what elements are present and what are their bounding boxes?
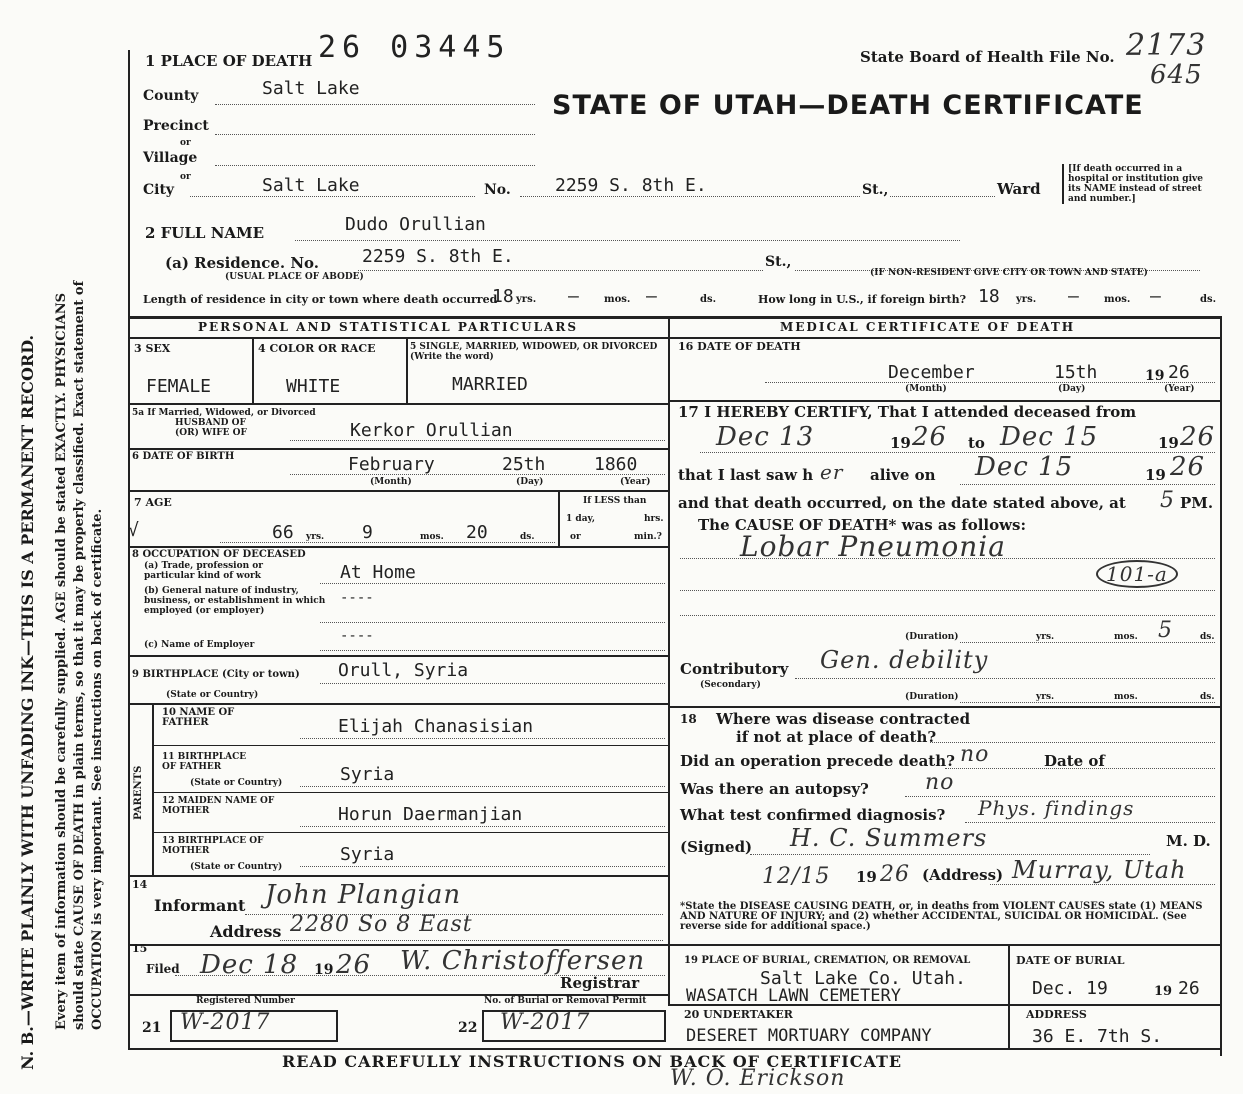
attended-from-year: 26: [912, 422, 948, 452]
father-birthplace-value: Syria: [340, 764, 395, 785]
mother-line: [300, 826, 665, 827]
birth-day-label: (Day): [516, 477, 544, 487]
test-value: Phys. findings: [978, 796, 1135, 820]
color-divider: [406, 337, 408, 403]
place-of-death-label: 1 PLACE OF DEATH: [145, 52, 313, 70]
burial-year: 26: [1178, 978, 1200, 999]
less-than-label: If LESS than: [583, 496, 647, 506]
row-line-5: [128, 655, 668, 657]
marital-value: MARRIED: [452, 374, 528, 395]
operation-line: [945, 768, 1215, 769]
test-line: [965, 822, 1215, 823]
birthplace-label: 9 BIRTHPLACE (City or town): [132, 669, 300, 680]
signed-line: [750, 854, 1150, 855]
footer-signature: W. O. Erickson: [670, 1066, 846, 1091]
file-number-label: State Board of Health File No.: [860, 48, 1115, 66]
one-day-label: 1 day,: [566, 514, 596, 524]
birth-month-label: (Month): [370, 477, 412, 487]
mother-birthplace-label: 13 BIRTHPLACE OF MOTHER: [162, 836, 264, 856]
attended-line: [700, 452, 1215, 453]
signed-date: 12/15: [762, 864, 831, 889]
duration-value: 5: [1158, 618, 1173, 643]
filed-number: 15: [132, 942, 148, 955]
medical-header-line: [668, 337, 1220, 339]
occupation-c-label: (c) Name of Employer: [144, 640, 255, 650]
row-line-4: [128, 546, 668, 548]
where-contracted-label: Where was disease contracted: [716, 710, 971, 728]
mother-birthplace-line: [300, 866, 665, 867]
sidebar-line-3: should state CAUSE OF DEATH in plain terms, so that it may be properly classified. Exact statement of: [72, 280, 87, 1030]
ward-label: Ward: [997, 180, 1041, 198]
father-line: [300, 738, 665, 739]
us-ds-label: ds.: [1200, 294, 1217, 305]
color-label: 4 COLOR OR RACE: [258, 342, 376, 355]
autopsy-value: no: [925, 770, 955, 795]
row-line-2: [128, 448, 668, 450]
attended-to-19: 19: [1158, 434, 1179, 452]
length-ds-dash: –: [646, 286, 657, 307]
med-row-line-1: [668, 400, 1220, 402]
signed-19: 19: [856, 868, 877, 886]
length-mos-dash: –: [568, 286, 579, 307]
file-number: 2173: [1126, 28, 1207, 63]
age-divider: [558, 490, 560, 546]
med-row-line-2: [668, 706, 1220, 708]
age-mos-label: mos.: [420, 532, 444, 542]
occupation-c-line: [320, 650, 665, 651]
mother-label: 12 MAIDEN NAME OF MOTHER: [162, 796, 275, 816]
father-value: Elijah Chanasisian: [338, 716, 534, 737]
file-number-2: 645: [1150, 60, 1203, 90]
filed-19: 19: [314, 962, 334, 978]
spouse-label-3: (OR) WIFE OF: [175, 428, 247, 438]
death-time: 5: [1160, 488, 1175, 513]
us-mos-label: mos.: [1104, 294, 1131, 305]
sex-label: 3 SEX: [134, 342, 171, 355]
alive-on-label: alive on: [870, 466, 936, 484]
spouse-label-2: HUSBAND OF: [175, 418, 246, 428]
or-label-2: or: [180, 172, 191, 182]
operation-label: Did an operation precede death?: [680, 752, 955, 770]
age-yrs: 66: [272, 522, 294, 543]
duration-line: [960, 642, 1215, 643]
sex-divider: [252, 337, 254, 403]
physician-address-value: Murray, Utah: [1012, 856, 1187, 884]
contrib-yrs: yrs.: [1036, 692, 1055, 702]
father-birthplace-line: [300, 786, 665, 787]
birthplace-line: [320, 683, 665, 684]
birth-day: 25th: [502, 454, 546, 475]
death-month: December: [888, 362, 975, 383]
village-line: [215, 165, 535, 166]
contrib-mos: mos.: [1114, 692, 1138, 702]
cause-line-1: [680, 558, 1215, 559]
undertaker-address-value: 36 E. 7th S.: [1032, 1026, 1163, 1047]
death-day-label: (Day): [1058, 384, 1086, 394]
undertaker-address-label: ADDRESS: [1026, 1008, 1087, 1021]
burial-date-label: DATE OF BURIAL: [1016, 954, 1125, 967]
last-saw-label: that I last saw h: [678, 466, 814, 484]
cause-line-3: [680, 615, 1215, 616]
occupation-c-value: ----: [340, 628, 374, 644]
burial-permit-label: No. of Burial or Removal Permit: [484, 996, 647, 1006]
color-value: WHITE: [286, 376, 341, 397]
death-year: 26: [1168, 362, 1190, 383]
age-ds-label: ds.: [520, 532, 535, 542]
cause-footnote: *State the DISEASE CAUSING DEATH, or, in deaths from VIOLENT CAUSES state (1) MEANS AND NATURE OF INJURY; and (2) whether ACCIDENTAL, SUICIDAL OR HOMICIDAL. (See reverse side for additional space.): [680, 901, 1203, 932]
age-line: [220, 542, 555, 543]
length-yrs-label: yrs.: [516, 294, 537, 305]
occupation-b-line: [320, 622, 665, 623]
signed-label: (Signed): [680, 838, 753, 856]
us-yrs: 18: [978, 286, 1000, 307]
center-divider: [668, 316, 670, 1006]
row-line-8: [152, 792, 668, 793]
occupation-line: [320, 583, 665, 584]
registered-number-value: W-2017: [180, 1010, 271, 1035]
father-label: 10 NAME OF FATHER: [162, 707, 235, 728]
street-st-label: St.,: [862, 182, 889, 198]
sidebar-line-2: Every item of information should be carefully supplied. AGE should be stated EXACTLY. PHYSICIANS: [54, 292, 69, 1030]
precinct-label: Precinct: [143, 118, 209, 134]
personal-header-line: [128, 337, 668, 339]
alive-on-19: 19: [1145, 466, 1166, 484]
county-line: [215, 104, 535, 105]
us-mos-dash: –: [1068, 286, 1079, 307]
operation-value: no: [960, 742, 990, 767]
birth-year: 1860: [594, 454, 638, 475]
birthplace-value: Orull, Syria: [338, 660, 469, 681]
length-yrs: 18: [492, 286, 514, 307]
sidebar-line-4: OCCUPATION is very important. See instructions on back of certificate.: [90, 508, 105, 1030]
death-day: 15th: [1054, 362, 1098, 383]
secondary-label: (Secondary): [700, 680, 761, 690]
undertaker-label: 20 UNDERTAKER: [684, 1008, 793, 1021]
filed-label: Filed: [146, 962, 180, 976]
informant-address-line: [280, 940, 663, 941]
contrib-duration-label: (Duration): [905, 692, 959, 702]
duration-mos: mos.: [1114, 632, 1138, 642]
sex-value: FEMALE: [146, 376, 212, 397]
usual-abode-label: (USUAL PLACE OF ABODE): [225, 272, 364, 282]
age-check: √: [128, 520, 139, 541]
full-name-label: 2 FULL NAME: [145, 224, 265, 242]
father-birthplace-sub: (State or Country): [190, 778, 283, 788]
burial-divider: [1008, 944, 1010, 1050]
occupation-value: At Home: [340, 562, 416, 583]
page-title: STATE OF UTAH—DEATH CERTIFICATE: [552, 90, 1144, 121]
burial-permit-n: 22: [458, 1020, 478, 1036]
attended-to-year: 26: [1180, 422, 1216, 452]
burial-permit-value: W-2017: [500, 1010, 591, 1035]
age-mos: 9: [362, 522, 373, 543]
parents-label: PARENTS: [133, 765, 144, 820]
residence-st-label: St.,: [765, 254, 792, 270]
q18-number: 18: [680, 712, 697, 726]
attended-to: Dec 15: [1000, 422, 1099, 452]
autopsy-label: Was there an autopsy?: [680, 780, 869, 798]
spouse-value: Kerkor Orullian: [350, 420, 513, 441]
length-mos-label: mos.: [604, 294, 631, 305]
city-line: [190, 196, 475, 197]
footer-instructions: READ CAREFULLY INSTRUCTIONS ON BACK OF CERTIFICATE: [282, 1052, 903, 1071]
burial-place-1: Salt Lake Co. Utah.: [760, 968, 966, 989]
death-date-line: [765, 382, 1215, 383]
father-birthplace-label: 11 BIRTHPLACE OF FATHER: [162, 752, 247, 772]
occupation-b-label: (b) General nature of industry, business, or establishment in which employed (or employer): [144, 586, 326, 616]
row-line-7: [152, 745, 668, 746]
md-label: M. D.: [1166, 832, 1211, 850]
ward-note: [If death occurred in a hospital or institution give its NAME instead of street and number.]: [1062, 164, 1218, 204]
duration-ds: ds.: [1200, 632, 1215, 642]
med-row-line-3: [668, 944, 1220, 946]
death-pm: PM.: [1180, 494, 1214, 512]
death-occurred-label: and that death occurred, on the date stated above, at: [678, 494, 1126, 512]
informant-label: Informant: [154, 896, 246, 915]
full-name-value: Dudo Orullian: [345, 214, 486, 235]
full-name-line: [295, 240, 960, 241]
marital-label: 5 SINGLE, MARRIED, WIDOWED, OR DIVORCED (Write the word): [410, 342, 658, 362]
spouse-label-1: 5a If Married, Widowed, or Divorced: [132, 408, 316, 418]
alive-on-date: Dec 15: [975, 452, 1074, 482]
attended-from: Dec 13: [716, 422, 815, 452]
city-value: Salt Lake: [262, 175, 360, 196]
contrib-ds: ds.: [1200, 692, 1215, 702]
mother-birthplace-value: Syria: [340, 844, 395, 865]
form-left-border: [128, 50, 130, 1050]
last-saw-her: er: [820, 460, 844, 484]
street-value: 2259 S. 8th E.: [555, 175, 707, 196]
attended-from-19: 19: [890, 434, 911, 452]
physician-address-label: (Address): [922, 866, 1004, 884]
length-ds-label: ds.: [700, 294, 717, 305]
us-ds-dash: –: [1150, 286, 1161, 307]
informant-address-value: 2280 So 8 East: [290, 912, 473, 937]
cause-line-2: [680, 590, 1215, 591]
attended-to-label: to: [968, 434, 985, 452]
registrar-label: Registrar: [560, 974, 640, 992]
us-residence-label: How long in U.S., if foreign birth?: [758, 293, 967, 306]
or-label-1: or: [180, 138, 191, 148]
duration-yrs: yrs.: [1036, 632, 1055, 642]
death-19: 19: [1145, 368, 1165, 384]
signed-year: 26: [880, 862, 910, 887]
informant-number: 14: [132, 878, 148, 891]
row-line-1: [128, 403, 668, 405]
burial-19: 19: [1154, 984, 1173, 999]
duration-label: (Duration): [905, 632, 959, 642]
birth-label: 6 DATE OF BIRTH: [132, 451, 235, 462]
right-border: [1220, 316, 1222, 1056]
age-ds: 20: [466, 522, 488, 543]
date-of-label: Date of: [1044, 752, 1105, 770]
residence-label: (a) Residence. No.: [165, 254, 320, 272]
physician-address-line: [990, 884, 1215, 885]
row-line-3: [128, 490, 668, 492]
mother-value: Horun Daermanjian: [338, 804, 523, 825]
alive-line: [960, 484, 1215, 485]
city-label: City: [143, 182, 175, 198]
cause-value: Lobar Pneumonia: [740, 530, 1006, 563]
mother-birthplace-sub: (State or Country): [190, 862, 283, 872]
personal-header: PERSONAL AND STATISTICAL PARTICULARS: [198, 320, 579, 334]
footer-line: [128, 1048, 1220, 1050]
non-resident-label: (IF NON-RESIDENT GIVE CITY OR TOWN AND STATE): [870, 268, 1148, 278]
row-line-9: [152, 832, 668, 833]
test-label: What test confirmed diagnosis?: [680, 806, 946, 824]
informant-address-label: Address: [210, 922, 282, 941]
or-min-label: or: [570, 532, 581, 542]
street-no-label: No.: [484, 182, 511, 198]
serial-number: 26 03445: [318, 30, 511, 65]
cause-code: 101-a: [1096, 560, 1178, 588]
length-residence-label: Length of residence in city or town where death occurred: [143, 293, 498, 306]
county-value: Salt Lake: [262, 78, 360, 99]
birthplace-sub-label: (State or Country): [166, 690, 259, 700]
row-line-6: [128, 703, 668, 705]
residence-value: 2259 S. 8th E.: [362, 246, 514, 267]
registered-number-n: 21: [142, 1020, 162, 1036]
contrib-duration-line: [960, 702, 1215, 703]
contributory-value: Gen. debility: [820, 646, 989, 674]
certify-label: 17 I HEREBY CERTIFY, That I attended deceased from: [678, 403, 1137, 421]
where-contracted-label-2: if not at place of death?: [736, 728, 937, 746]
main-top-line: [128, 316, 1220, 319]
physician-signature: H. C. Summers: [790, 824, 988, 852]
occupation-a-label: (a) Trade, profession or particular kind of work: [144, 561, 263, 581]
burial-place-label: 19 PLACE OF BURIAL, CREMATION, OR REMOVAL: [684, 955, 971, 966]
contributory-label: Contributory: [680, 660, 789, 678]
street-line: [520, 196, 860, 197]
undertaker-value: DESERET MORTUARY COMPANY: [686, 1026, 932, 1046]
sidebar-line-1: N. B.—WRITE PLAINLY WITH UNFADING INK—THIS IS A PERMANENT RECORD.: [18, 334, 37, 1070]
occupation-b-value: ----: [340, 590, 374, 606]
registrar-signature: W. Christoffersen: [400, 946, 646, 976]
cause-label: The CAUSE OF DEATH* was as follows:: [698, 516, 1027, 534]
age-label: 7 AGE: [134, 496, 172, 509]
birth-year-label: (Year): [620, 477, 651, 487]
precinct-line: [215, 134, 535, 135]
residence-line: [358, 270, 763, 271]
ward-line: [890, 196, 995, 197]
alive-on-year: 26: [1170, 452, 1206, 482]
burial-place-2: WASATCH LAWN CEMETERY: [686, 986, 901, 1006]
county-label: County: [143, 88, 199, 104]
registered-number-label: Registered Number: [196, 996, 295, 1006]
age-yrs-label: yrs.: [306, 532, 325, 542]
filed-year: 26: [336, 950, 372, 980]
village-label: Village: [143, 150, 198, 166]
parents-divider: [152, 703, 154, 875]
med-row-line-4: [668, 1004, 1220, 1006]
row-line-10: [128, 875, 668, 877]
death-month-label: (Month): [905, 384, 947, 394]
hrs-label: hrs.: [644, 514, 664, 524]
birth-line: [290, 474, 665, 475]
informant-value: John Plangian: [265, 880, 462, 910]
us-yrs-label: yrs.: [1016, 294, 1037, 305]
birth-month: February: [348, 454, 435, 475]
death-year-label: (Year): [1164, 384, 1195, 394]
occupation-label: 8 OCCUPATION OF DECEASED: [132, 549, 306, 560]
burial-date-value: Dec. 19: [1032, 978, 1108, 999]
medical-header: MEDICAL CERTIFICATE OF DEATH: [780, 320, 1076, 334]
filed-date: Dec 18: [200, 950, 299, 980]
date-of-death-label: 16 DATE OF DEATH: [678, 340, 801, 353]
contributory-line: [795, 678, 1215, 679]
min-label: min.?: [634, 532, 662, 542]
